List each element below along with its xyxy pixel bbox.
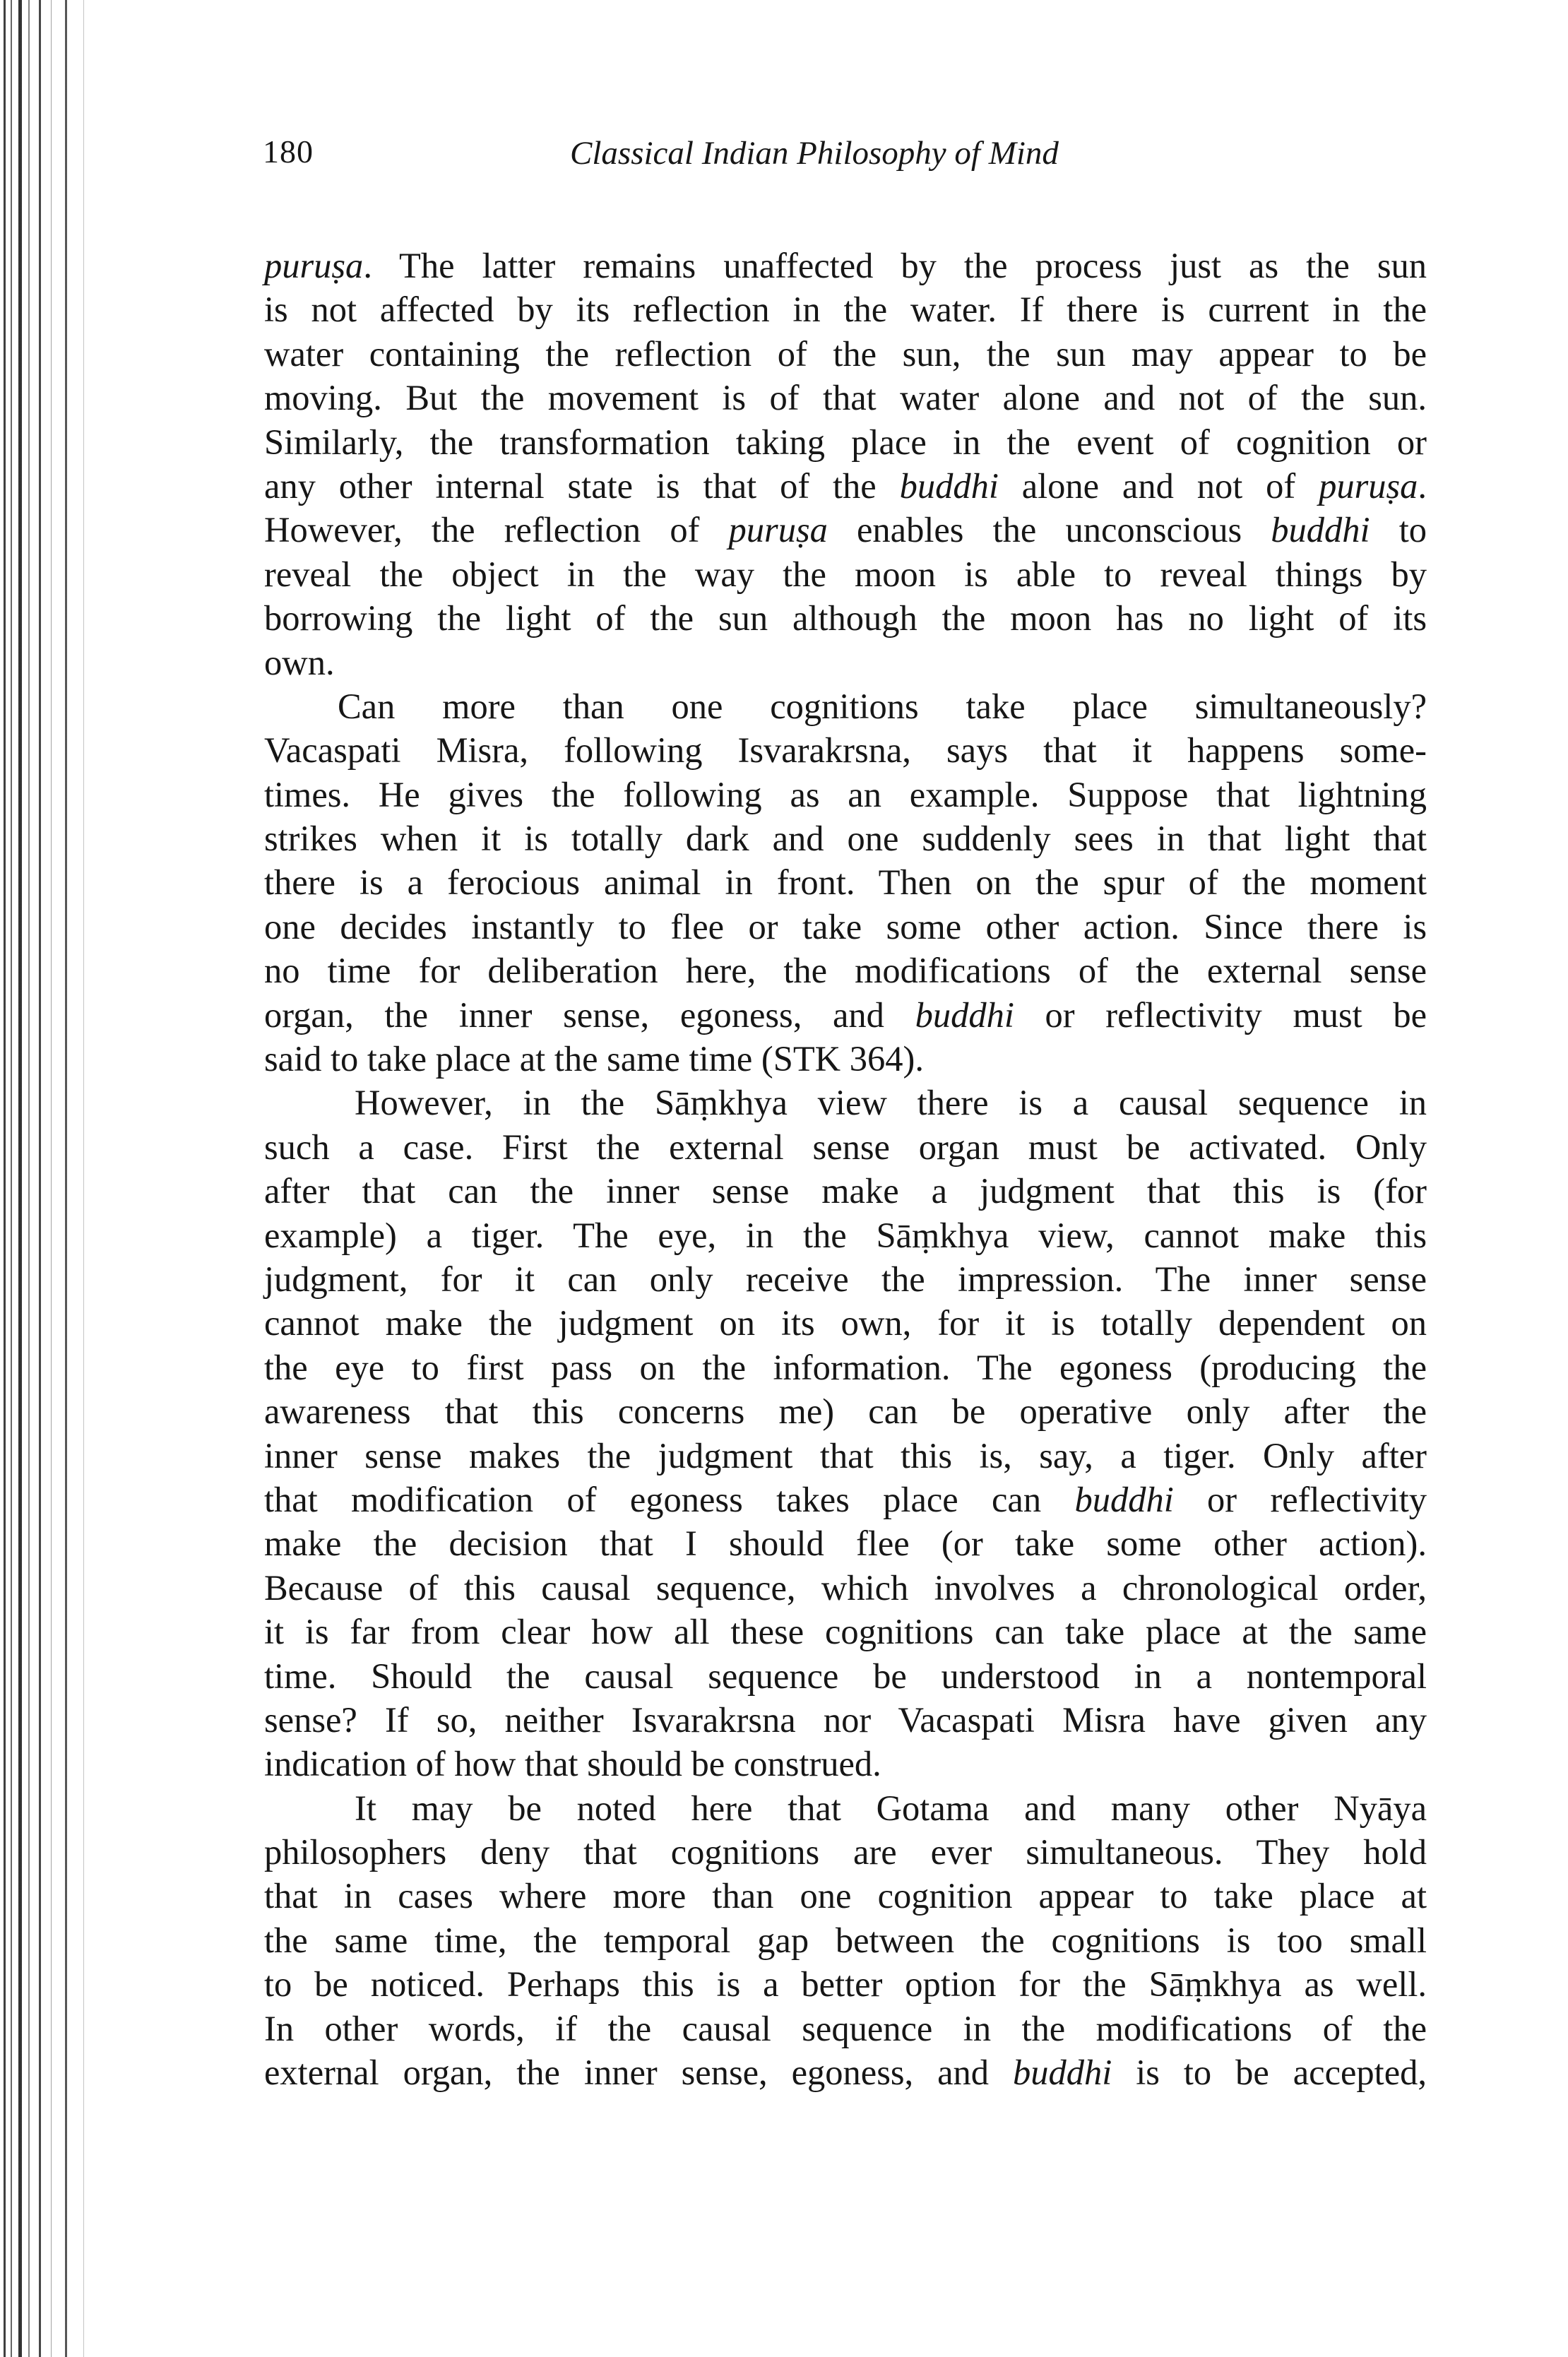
text-line: times. He gives the following as an example. Suppose that lightning [264, 774, 1427, 814]
text-line: cannot make the judgment on its own, for it is totally dependent on [264, 1303, 1427, 1343]
text-line: Vacaspati Misra, following Isvarakrsna, says that it happens some- [264, 730, 1427, 771]
text-line: However, the reflection of puruṣa enables the unconscious buddhi to [264, 510, 1427, 550]
text-line: However, in the Sāṃkhya view there is a causal sequence in [355, 1083, 1427, 1123]
text-line: Similarly, the transformation taking place in the event of cognition or [264, 422, 1427, 462]
text-line: borrowing the light of the sun although the moon has no light of its [264, 598, 1427, 639]
text-line: awareness that this concerns me) can be operative only after the [264, 1391, 1427, 1432]
text-line: In other words, if the causal sequence in the modifications of the [264, 2008, 1427, 2048]
text-line: Because of this causal sequence, which involves a chronological order, [264, 1567, 1427, 1608]
text-line: strikes when it is totally dark and one suddenly sees in that light that [264, 819, 1427, 859]
text-line: the same time, the temporal gap between the cognitions is too small [264, 1920, 1427, 1960]
text-line: any other internal state is that of the buddhi alone and not of puruṣa. [264, 465, 1427, 506]
text-line: the eye to first pass on the information. The egoness (producing the [264, 1347, 1427, 1387]
page-header [263, 133, 1428, 182]
text-line: time. Should the causal sequence be understood in a nontemporal [264, 1656, 1427, 1696]
text-line: to be noticed. Perhaps this is a better option for the Sāṃkhya as well. [264, 1964, 1427, 2005]
text-line: that modification of egoness takes place can buddhi or reflectivity [264, 1479, 1427, 1519]
text-line: Can more than one cognitions take place simultaneously? [338, 686, 1427, 726]
text-line: philosophers deny that cognitions are ever simultaneous. They hold [264, 1832, 1427, 1872]
text-line: water containing the reflection of the sun, the sun may appear to be [264, 333, 1427, 374]
text-line: reveal the object in the way the moon is able to reveal things by [264, 554, 1427, 594]
text-line: puruṣa. The latter remains unaffected by the process just as the sun [264, 246, 1427, 285]
text-line: It may be noted here that Gotama and many other Nyāya [355, 1788, 1427, 1828]
text-line: it is far from clear how all these cognitions can take place at the same [264, 1612, 1427, 1652]
text-line: is not affected by its reflection in the water. If there is current in the [264, 290, 1427, 330]
running-title: Classical Indian Philosophy of Mind [570, 135, 1059, 172]
text-line: that in cases where more than one cognition appear to take place at [264, 1876, 1427, 1916]
book-spine-shadow [0, 0, 99, 2357]
page-number: 180 [263, 133, 314, 170]
text-line: example) a tiger. The eye, in the Sāṃkhya view, cannot make this [264, 1215, 1427, 1255]
text-line: own. [264, 642, 335, 682]
text-line: such a case. First the external sense organ must be activated. Only [264, 1127, 1427, 1167]
body-text [264, 244, 1427, 2094]
text-line: inner sense makes the judgment that this is, say, a tiger. Only after [264, 1435, 1427, 1476]
text-line: there is a ferocious animal in front. Then on the spur of the moment [264, 862, 1427, 903]
text-line: organ, the inner sense, egoness, and buddhi or reflectivity must be [264, 995, 1427, 1035]
text-line: said to take place at the same time (STK 364). [264, 1039, 924, 1079]
text-line: moving. But the movement is of that water alone and not of the sun. [264, 378, 1427, 418]
text-line: judgment, for it can only receive the impression. The inner sense [264, 1259, 1427, 1299]
text-line: indication of how that should be construed. [264, 1744, 881, 1784]
text-line: sense? If so, neither Isvarakrsna nor Vacaspati Misra have given any [264, 1699, 1427, 1740]
text-line: one decides instantly to flee or take some other action. Since there is [264, 906, 1427, 946]
text-line: after that can the inner sense make a judgment that this is (for [264, 1171, 1427, 1211]
text-line: make the decision that I should flee (or take some other action). [264, 1524, 1427, 1564]
text-line: no time for deliberation here, the modifications of the external sense [264, 951, 1427, 991]
text-line: external organ, the inner sense, egoness, and buddhi is to be accepted, [264, 2053, 1427, 2093]
